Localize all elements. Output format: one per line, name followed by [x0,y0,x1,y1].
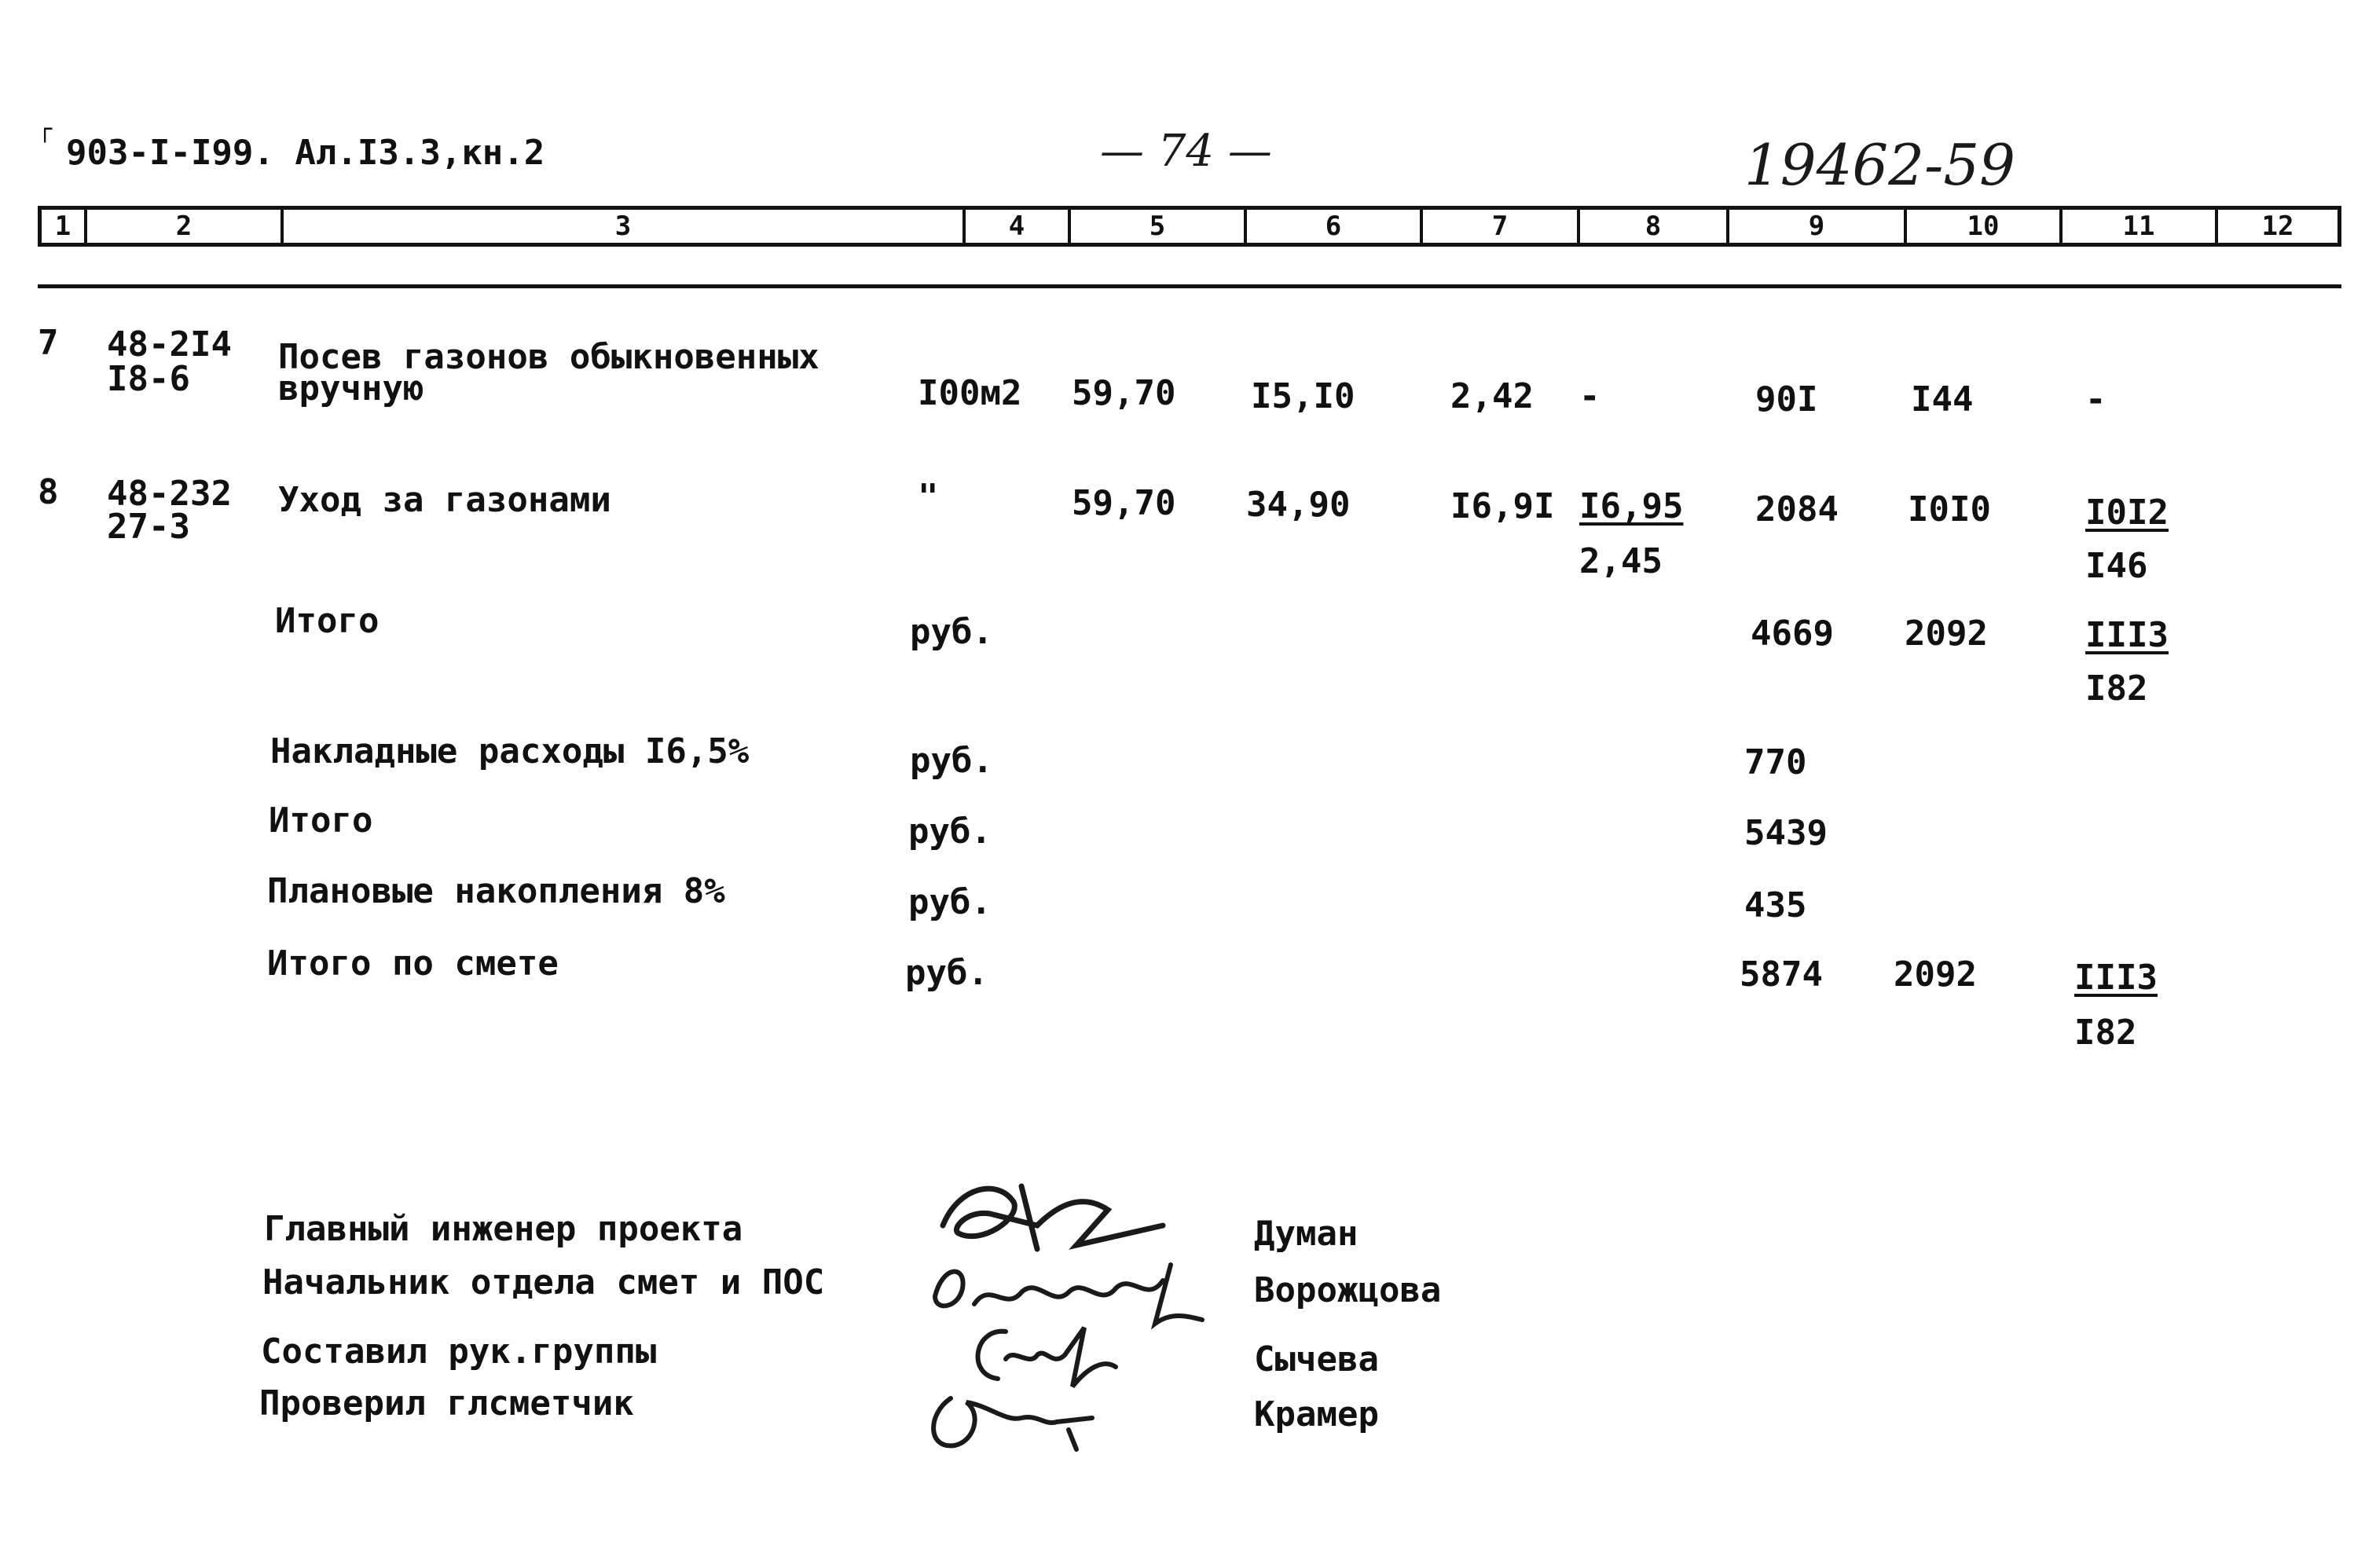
cell-9: 90I [1755,379,1818,419]
cell-7: I6,9I [1450,486,1555,526]
row-number: 7 [38,323,59,363]
total-cell-9: 435 [1744,885,1807,925]
norm-code: 48-2I4 [107,324,232,365]
cell-11-sub: I46 [2085,546,2148,586]
col-header-7: 7 [1423,210,1580,243]
col-header-6: 6 [1247,210,1423,243]
total-unit: руб. [910,612,993,652]
work-name: Уход за газонами [278,480,611,520]
total-label: Итого [269,800,373,841]
cell-6: I5,I0 [1251,376,1355,416]
total-cell-11: III3 [2085,615,2169,655]
total-label: Накладные расходы I6,5% [270,731,750,771]
col-header-8: 8 [1580,210,1729,243]
norm-code: 48-232 [107,474,232,514]
total-cell-11-sub: I82 [2074,1013,2137,1053]
signatory-name: Крамер [1254,1394,1379,1434]
signature-role: Проверил глсметчик [259,1383,634,1423]
norm-code-sub: 27-3 [107,507,190,547]
total-cell-10: 2092 [1894,954,1977,995]
corner-mark: ┌ [38,115,53,143]
document-code: 903-I-I99. Ал.I3.3,кн.2 [66,133,545,173]
inventory-number: 19462-59 [1744,132,2015,198]
total-unit: руб. [908,882,992,922]
column-header-row [38,206,2341,247]
total-cell-9: 5874 [1740,954,1823,995]
unit: " [918,477,939,517]
total-cell-10: 2092 [1905,614,1988,654]
col-header-1: 1 [42,210,87,243]
header-bottom-rule [38,284,2341,288]
cell-8: I6,95 [1579,486,1684,526]
col-header-2: 2 [87,210,284,243]
cell-5: 59,70 [1072,483,1176,523]
col-header-10: 10 [1907,210,2062,243]
total-label: Плановые накопления 8% [267,871,725,911]
cell-9: 2084 [1755,489,1839,529]
signature-kramer [919,1375,1108,1461]
total-cell-11: III3 [2074,958,2158,998]
cell-5: 59,70 [1072,373,1176,413]
page-number: — 74 — [1100,126,1272,177]
col-header-5: 5 [1071,210,1247,243]
total-unit: руб. [910,741,993,781]
signatory-name: Сычева [1254,1339,1379,1379]
total-unit: руб. [905,953,988,993]
total-label: Итого [275,601,380,641]
cell-8: - [1579,376,1600,416]
total-cell-11-sub: I82 [2085,669,2148,709]
cell-8-sub: 2,45 [1579,541,1663,581]
total-cell-9: 4669 [1751,614,1834,654]
cell-11: - [2085,379,2106,419]
cell-10: I0I0 [1908,489,1991,529]
total-cell-9: 5439 [1744,813,1828,853]
unit: I00м2 [918,373,1022,413]
col-header-9: 9 [1729,210,1907,243]
signatory-name: Думан [1254,1214,1358,1254]
row-number: 8 [38,472,59,512]
col-header-3: 3 [284,210,966,243]
work-name: Посев газонов обыкновенных [278,337,820,377]
col-header-4: 4 [966,210,1071,243]
total-unit: руб. [908,811,992,852]
cell-7: 2,42 [1450,376,1534,416]
signature-role: Составил рук.группы [261,1332,657,1372]
total-cell-9: 770 [1744,742,1807,782]
col-header-12: 12 [2261,211,2294,242]
work-name-cont: вручную [278,368,424,408]
signature-role: Начальник отдела смет и ПОС [262,1262,825,1302]
total-label: Итого по смете [267,943,559,984]
norm-code-sub: I8-6 [107,359,190,399]
signature-role: Главный инженер проекта [264,1209,743,1249]
cell-6: 34,90 [1246,485,1351,525]
cell-10: I44 [1911,379,1974,419]
cell-11: I0I2 [2085,493,2169,533]
signatory-name: Ворожцова [1254,1270,1442,1310]
col-header-11: 11 [2062,210,2218,243]
